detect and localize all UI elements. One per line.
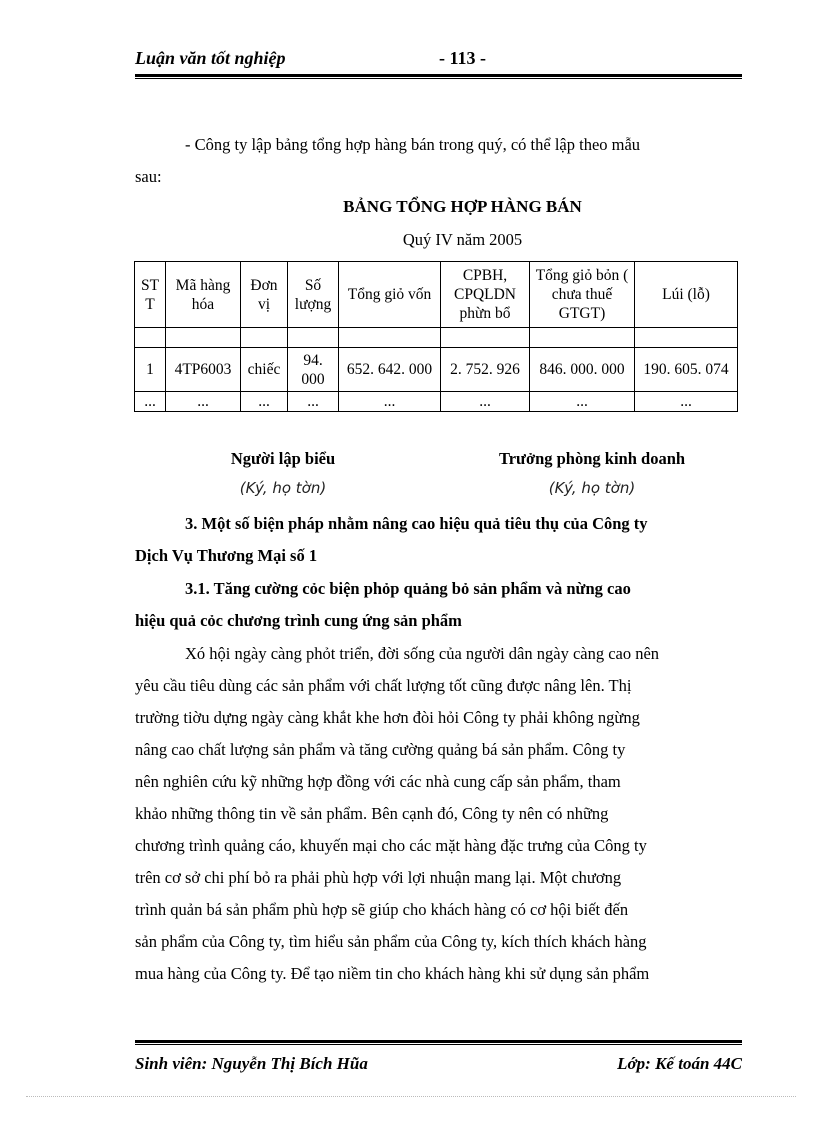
table-cell: 846. 000. 000 [530,348,635,392]
intro-line-1: - Công ty lập bảng tổng hợp hàng bán trong quý, có thể lập theo mẫu [185,135,641,154]
table-cell: chiếc [241,348,288,392]
table-cell: ... [166,392,241,412]
table-cell: ... [135,392,166,412]
table-cell: 4TP6003 [166,348,241,392]
table-row [135,348,738,392]
table-cell: ... [288,392,339,412]
header-cell: Tổng giỏ vốn [339,262,441,328]
page-number: - 113 - [439,48,486,68]
bottom-dotted-divider [26,1096,796,1097]
section-3-1-heading-line-2: hiệu quả cỏc chương trình cung ứng sản phẩm [135,611,462,630]
header-cell: CPBH, CPQLDN phừn bổ [441,262,530,328]
header-cell: Đơn vị [241,262,288,328]
table-cell: 1 [135,348,166,392]
table-cell: 2. 752. 926 [441,348,530,392]
table-cell: 190. 605. 074 [635,348,738,392]
table-subtitle: Quý IV năm 2005 [402,230,523,249]
body-line: trên cơ sở chi phí bỏ ra phải phù hợp với lợi nhuận mang lại. Một chương [135,868,622,887]
body-line: nên nghiên cứu kỹ những hợp đồng với các nhà cung cấp sản phẩm, tham [135,772,621,791]
page-footer [135,1054,742,1074]
footer-class: Lớp: Kế toán 44C [617,1054,742,1073]
table-cell: ... [339,392,441,412]
summary-table [134,261,738,412]
table-title: BẢNG TỔNG HỢP HÀNG BÁN [343,197,582,216]
table-row [135,392,738,412]
footer-rule [135,1040,742,1045]
header-cell: ST T [135,262,166,328]
signature-title: Người lập biểu [230,449,336,468]
footer-student: Sinh viên: Nguyễn Thị Bích Hũa [135,1054,368,1073]
signature-manager [462,449,722,497]
header-cell: Số lượng [288,262,339,328]
section-3-1-heading-line-1: 3.1. Tăng cường cỏc biện phỏp quảng bỏ sản phẩm và nừng cao [185,579,631,598]
header-title: Luận văn tốt nghiệp [135,48,286,68]
signature-note: (Ký, họ tờn) [548,479,636,497]
table-cell: ... [241,392,288,412]
body-line: trình quản bá sản phẩm phù hợp sẽ giúp cho khách hàng có cơ hội biết đến [135,900,629,919]
header-cell: Lúi (lỗ) [635,262,738,328]
body-line: mua hàng của Công ty. Để tạo niềm tin cho khách hàng khi sử dụng sản phẩm [135,964,650,983]
signature-preparer [183,449,383,497]
section-3-heading-line-2: Dịch Vụ Thương Mại số 1 [135,546,318,565]
table-cell: ... [441,392,530,412]
body-line: nâng cao chất lượng sản phẩm và tăng cường quảng bá sản phẩm. Công ty [135,740,626,759]
header-cell: Mã hàng hóa [166,262,241,328]
table-cell: 652. 642. 000 [339,348,441,392]
page-header [135,48,742,70]
body-line: khảo những thông tin về sản phẩm. Bên cạnh đó, Công ty nên có những [135,804,609,823]
body-line: Xó hội ngày càng phỏt triển, đời sống của người dân ngày càng cao nên [185,644,660,663]
table-cell: 94. 000 [288,348,339,392]
body-line: yêu cầu tiêu dùng các sản phẩm với chất lượng tốt cũng được nâng lên. Thị [135,676,632,695]
signature-title: Trưởng phòng kinh doanh [498,449,686,468]
table-cell: ... [530,392,635,412]
signature-note: (Ký, họ tờn) [239,479,327,497]
table-spacer-row [135,328,738,348]
body-line: chương trình quảng cáo, khuyến mại cho các mặt hàng đặc trưng của Công ty [135,836,647,855]
table-cell: ... [635,392,738,412]
intro-line-2: sau: [135,167,162,186]
header-rule [135,74,742,79]
body-line: sản phẩm của Công ty, tìm hiểu sản phẩm của Công ty, kích thích khách hàng [135,932,647,951]
body-line: trường tiờu dựng ngày càng khắt khe hơn đòi hỏi Công ty phải không ngừng [135,708,640,727]
header-cell: Tổng giỏ bỏn ( chưa thuế GTGT) [530,262,635,328]
section-3-heading-line-1: 3. Một số biện pháp nhằm nâng cao hiệu quả tiêu thụ của Công ty [185,514,648,533]
table-header-row [135,262,738,328]
